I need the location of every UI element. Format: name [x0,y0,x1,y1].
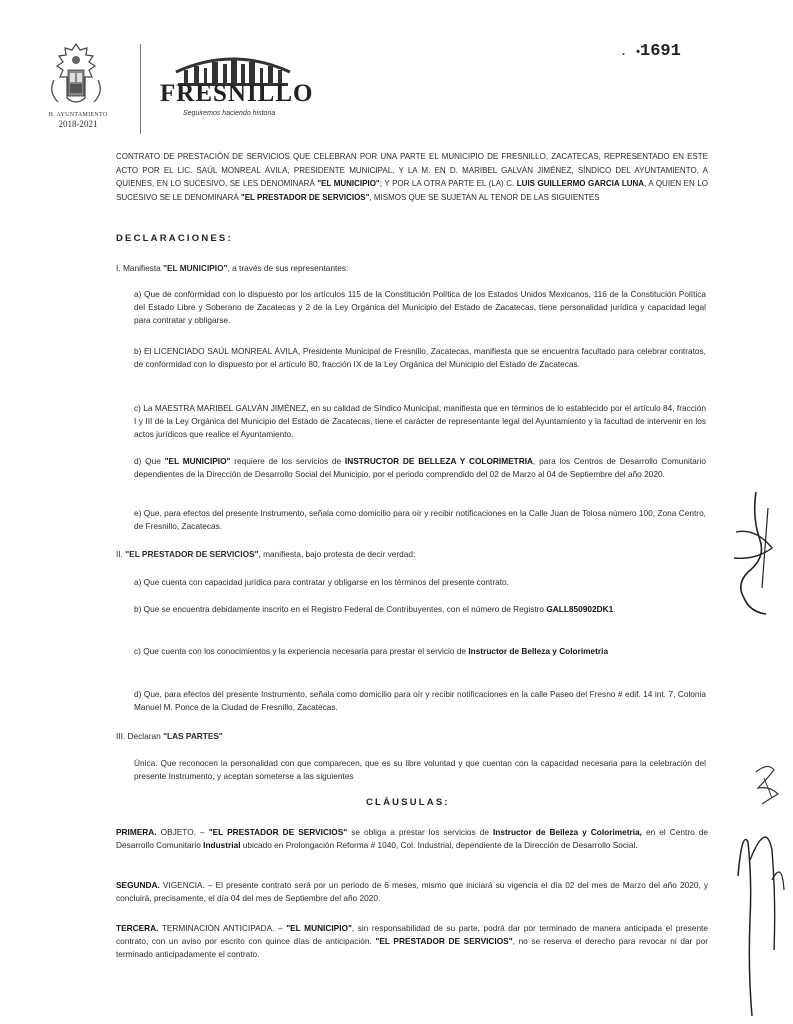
fresnillo-wordmark: FRESNILLO [160,80,314,107]
intro-text: CONTRATO DE PRESTACIÓN DE SERVICIOS QUE CELEBRAN POR UNA PARTE EL MUNICIPIO DE FRESNILLO, ZACATECAS, REPRESENTADO EN ESTE ACTO POR EL LIC. SAÚL MONREAL ÁVILA, PRESIDENTE MUNICIPAL, Y LA M. EN D. MARIBEL GALVÁN JIMÉNEZ, SÍNDICO DEL AYUNTAMIENTO, A QUIENES, EN LO SUCESIVO, SE LES DENOMINARÁ [116,152,708,188]
declaration-service: INSTRUCTOR DE BELLEZA Y COLORIMETRIA [344,456,534,466]
declaration-ii-c [134,645,706,658]
clause-party: "EL PRESTADOR DE SERVICIOS" [375,936,513,946]
declaration-i-d [134,455,706,481]
section-party: "LAS PARTES" [163,731,223,741]
administration-years: 2018-2021 [58,119,98,129]
section-text: Declaran [127,731,164,741]
clause-text: , sin responsabilidad de su parte, podrá dar por terminado de manera anticipada el presente contrato, con un aviso por escrito con quince días de anticipación. [116,923,708,946]
signature-mark-lower [732,820,788,1020]
slogan: Seguiremos haciendo historia [183,110,276,117]
declaration-i-c [134,402,706,441]
intro-provider-name: LUIS GUILLERMO GARCIA LUNA [516,179,645,188]
clause-text: OBJETO. – [156,827,209,837]
clause-label: PRIMERA. [116,827,157,837]
section-ii-heading [116,549,415,559]
clause-segunda [116,879,708,905]
clause-tercera [116,922,708,961]
municipal-seal-icon [40,40,112,112]
declaration-ii-b [134,603,706,616]
clause-text: en el Centro de Desarrollo Comunitario [116,827,708,850]
declaration-i-e: e) Que, para efectos del presente Instrumento, señala como domicilio para oír y recibir notificaciones en la Calle Juan de Tolosa número 100, Zona Centro, de Fresnillo, Zacatecas. [134,508,706,531]
clausulas-heading: CLÁUSULAS: [366,797,450,808]
section-i-heading [116,263,348,273]
clause-text: VIGENCIA. – El presente contrato será por un periodo de 6 meses, mismo que iniciará su vigencia el día 02 del mes de Marzo del año 2020, y concluirá, precisamente, el día 04 del mes de Septiembre del año 2020. [116,880,708,903]
clause-text: , no se reserva el derecho para revocar ni dar por terminado anticipadamente el contrato. [116,936,708,959]
clause-center: Industrial [203,840,241,850]
clause-text: TERMINACIÓN ANTICIPADA. – [158,923,287,933]
declaration-text: c) Que cuenta con los conocimientos y la experiencia necesaria para prestar el servicio de [134,646,469,656]
stamp-dots: . • [622,46,644,58]
declaration-text: , para los Centros de Desarrollo Comunitario dependientes de la Dirección de Desarrollo Social del Municipio, por el periodo comprendido del 02 de Marzo al 04 de Septiembre del año 2020. [134,456,707,479]
intro-text: , MISMOS QUE SE SUJETAN AL TENOR DE LAS SIGUIENTES [369,192,600,202]
section-party: "EL PRESTADOR DE SERVICIOS" [125,549,259,559]
section-text: , a través de sus representantes: [227,263,349,273]
header-divider [140,44,141,134]
document-number: 1691 [640,42,681,61]
declaration-i-b: b) El LICENCIADO SAÚL MONREAL ÁVILA, Presidente Municipal de Fresnillo, Zacatecas, manifiesta que se encuentra facultado para celebrar contratos, de conformidad con lo dispuesto por el artículo 80, fracción IX de la Ley Orgánica del Municipio del Estado de Zacatecas. [134,346,706,369]
section-number: II. [116,549,123,559]
declaration-text: d) Que [134,456,165,466]
clause-service: Instructor de Belleza y Colorimetria, [493,827,642,837]
contract-intro-paragraph [116,150,708,204]
declaration-service: Instructor de Belleza y Colorimetria [468,646,609,656]
clause-party: "EL PRESTADOR DE SERVICIOS" [208,827,348,837]
signature-mark-small [752,758,782,806]
section-number: III. [116,731,126,741]
declaration-text: . [613,604,616,614]
declaration-text: b) Que se encuentra debidamente inscrito en el Registro Federal de Contribuyentes, con el número de Registro [134,604,547,614]
ayuntamiento-label: H. AYUNTAMIENTO [48,112,108,118]
clause-label: SEGUNDA. [116,880,160,890]
declaration-text: c) La MAESTRA MARIBEL GALVÁN JIMÉNEZ, en su calidad de Síndico Municipal, manifiesta que en términos de lo establecido por el artículo 84, fracción I y III de la Ley Orgánica del Municipio del Estado de Zacatecas, tiene el carácter de representante legal del Ayuntamiento y la facultad de intervenir en los actos jurídicos que realice el Ayuntamiento. [134,403,706,439]
clause-text: se obliga a prestar los servicios de [347,827,493,837]
declaration-rfc: GALL850902DK1 [546,604,614,614]
section-party: "EL MUNICIPIO" [163,263,228,273]
intro-text: , A QUIEN EN LO SUCESIVO SE LE DENOMINARÁ [116,179,708,202]
section-iii-heading [116,731,223,741]
declaration-party: "EL MUNICIPIO" [164,456,231,466]
clause-text: ubicado en Prolongación Reforma # 1040, Col. Industrial, dependiente de la Dirección de Desarrollo Social. [240,840,638,850]
section-number: I. [116,263,121,273]
declaration-text: requiere de los servicios de [230,456,345,466]
declaration-i-a: a) Que de conformidad con lo dispuesto por los artículos 115 de la Constitución Política de los Estados Unidos Mexicanos, 116 de la Constitución Política del Estado Libre y Soberano de Zacatecas y 2 de la Ley Orgánica del Municipio del Estado de Zacatecas, tiene personalidad jurídica y capacidad legal para contratar y obligarse. [134,289,706,325]
section-text: Manifiesta [122,263,164,273]
declaration-ii-a: a) Que cuenta con capacidad jurídica para contratar y obligarse en los términos del presente contrato. [134,577,509,587]
section-text: , manifiesta, bajo protesta de decir verdad: [258,549,416,559]
clause-label: TERCERA. [116,923,159,933]
declaration-iii-unica: Única. Que reconocen la personalidad con que comparecen, que es su libre voluntad y que cuentan con la capacidad necesaria para la celebración del presente Instrumento, y aceptan someterse a las siguientes [134,758,706,781]
signature-mark-upper [726,488,778,618]
intro-municipio: "EL MUNICIPIO" [317,179,380,188]
intro-prestador: "EL PRESTADOR DE SERVICIOS" [240,192,370,202]
clause-party: "EL MUNICIPIO" [286,923,352,933]
clause-primera [116,826,708,852]
intro-text: ; Y POR LA OTRA PARTE EL (LA) C. [379,179,517,188]
declaraciones-heading: DECLARACIONES: [116,233,233,244]
declaration-ii-d: d) Que, para efectos del presente Instrumento, señala como domicilio para oír y recibir notificaciones en la calle Paseo del Fresno # edif. 14 int. 7, Colonia Manuel M. Ponce de la Ciudad de Fresnillo, Zacatecas. [134,689,706,712]
